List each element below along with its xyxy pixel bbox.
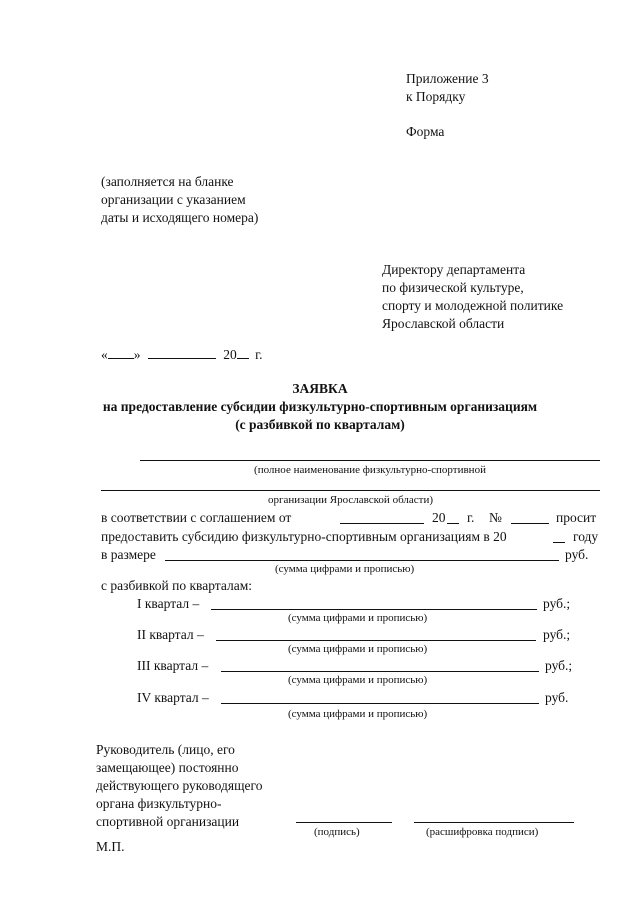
date-month-field[interactable] bbox=[148, 346, 216, 359]
date-close-quote: » bbox=[133, 347, 141, 362]
quarter-4-label: IV квартал – bbox=[137, 690, 209, 705]
stamp-placeholder: М.П. bbox=[96, 839, 125, 854]
date-year-prefix: 20 bbox=[223, 347, 237, 362]
quarter-1-label: I квартал – bbox=[137, 596, 200, 611]
quarter-2-caption: (сумма цифрами и прописью) bbox=[288, 643, 428, 655]
quarter-2-unit: руб.; bbox=[543, 627, 571, 642]
quarter-1-field[interactable] bbox=[211, 609, 537, 610]
signature-caption: (подпись) bbox=[314, 826, 360, 838]
quarter-1-caption: (сумма цифрами и прописью) bbox=[288, 612, 428, 624]
amount-field[interactable] bbox=[165, 560, 559, 561]
org-name-field-2[interactable] bbox=[101, 490, 600, 491]
form-label: Форма bbox=[406, 124, 445, 139]
document-subtitle: на предоставление субсидии физкультурно-спортивным организациям bbox=[102, 399, 538, 414]
quarter-3-label: III квартал – bbox=[137, 658, 209, 673]
addressee-line: Ярославской области bbox=[382, 316, 505, 331]
addressee-line: по физической культуре, bbox=[382, 280, 524, 295]
document-title: ЗАЯВКА bbox=[292, 381, 348, 396]
date-open-quote: « bbox=[101, 347, 108, 362]
letterhead-note-line: (заполняется на бланке bbox=[101, 174, 234, 189]
provide-text: предоставить субсидию физкультурно-спортивным организациям в 20 bbox=[101, 529, 507, 544]
date-year-suffix: г. bbox=[255, 347, 263, 362]
quarter-1-unit: руб.; bbox=[543, 596, 571, 611]
date-day-field[interactable] bbox=[108, 346, 134, 359]
letterhead-note-line: организации с указанием bbox=[101, 192, 246, 207]
signature-field[interactable] bbox=[296, 822, 392, 823]
quarter-3-caption: (сумма цифрами и прописью) bbox=[288, 674, 428, 686]
document-subtitle-quarters: (с разбивкой по кварталам) bbox=[235, 417, 405, 432]
agreement-year-field[interactable] bbox=[447, 523, 459, 524]
letterhead-note-line: даты и исходящего номера) bbox=[101, 210, 259, 225]
amount-prefix: в размере bbox=[101, 547, 156, 562]
signatory-role-line: замещающее) постоянно bbox=[96, 760, 239, 775]
org-name-caption-1: (полное наименование физкультурно-спортивной bbox=[254, 464, 486, 476]
quarter-2-label: II квартал – bbox=[137, 627, 204, 642]
quarter-3-unit: руб.; bbox=[545, 658, 573, 673]
signature-decode-caption: (расшифровка подписи) bbox=[426, 826, 539, 838]
amount-caption: (сумма цифрами и прописью) bbox=[275, 563, 415, 575]
agreement-text: в соответствии с соглашением от bbox=[101, 510, 292, 525]
appendix-title: Приложение 3 bbox=[406, 71, 489, 86]
signatory-role-line: Руководитель (лицо, его bbox=[96, 742, 235, 757]
signatory-role-line: органа физкультурно- bbox=[96, 796, 222, 811]
quarter-3-field[interactable] bbox=[221, 671, 539, 672]
provide-year-field[interactable] bbox=[553, 542, 565, 543]
addressee-line: Директору департамента bbox=[382, 262, 526, 277]
signatory-role-line: действующего руководящего bbox=[96, 778, 263, 793]
agreement-date-field[interactable] bbox=[340, 523, 424, 524]
quarter-2-field[interactable] bbox=[216, 640, 536, 641]
agreement-number-field[interactable] bbox=[511, 523, 549, 524]
date-line bbox=[101, 346, 263, 364]
by-quarters-label: с разбивкой по кварталам: bbox=[101, 578, 252, 593]
agreement-number-sign: № bbox=[489, 510, 502, 525]
quarter-4-caption: (сумма цифрами и прописью) bbox=[288, 708, 428, 720]
quarter-4-unit: руб. bbox=[545, 690, 569, 705]
agreement-asks: просит bbox=[556, 510, 597, 525]
provide-year-word: году bbox=[573, 529, 599, 544]
appendix-subtitle: к Порядку bbox=[406, 89, 466, 104]
agreement-year-prefix: 20 bbox=[432, 510, 446, 525]
org-name-caption-2: организации Ярославской области) bbox=[267, 494, 434, 506]
date-year-field[interactable] bbox=[237, 346, 249, 359]
addressee-line: спорту и молодежной политике bbox=[382, 298, 564, 313]
amount-unit: руб. bbox=[565, 547, 589, 562]
quarter-4-field[interactable] bbox=[221, 703, 539, 704]
signatory-role-line: спортивной организации bbox=[96, 814, 240, 829]
agreement-g: г. bbox=[467, 510, 475, 525]
signature-decode-field[interactable] bbox=[414, 822, 574, 823]
org-name-field-1[interactable] bbox=[140, 460, 600, 461]
